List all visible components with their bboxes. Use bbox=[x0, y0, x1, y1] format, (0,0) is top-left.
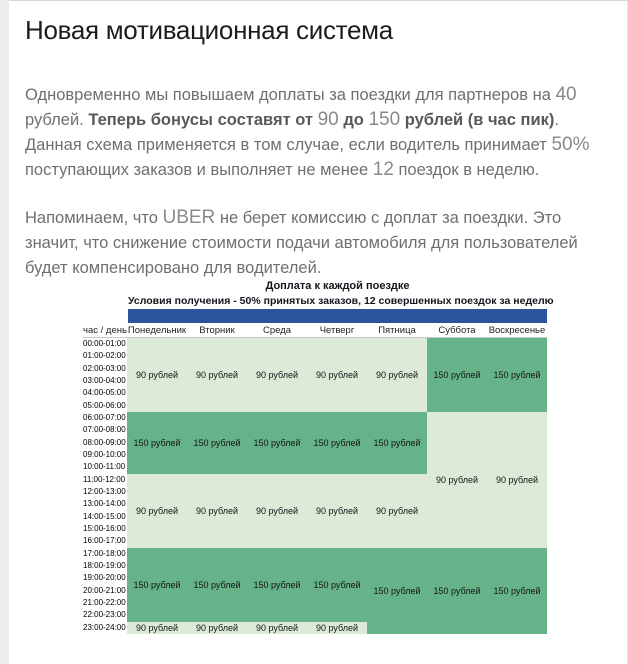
bonus-cell: 90 рублей bbox=[307, 622, 367, 634]
hour-label: 18:00-19:00 bbox=[83, 560, 127, 572]
hour-label: 19:00-20:00 bbox=[83, 572, 127, 584]
bonus-cell: 150 рублей bbox=[127, 412, 187, 474]
p1-number-12: 12 bbox=[372, 159, 394, 180]
content-card bbox=[9, 0, 628, 664]
hour-label: 03:00-04:00 bbox=[83, 375, 127, 387]
hour-label: 08:00-09:00 bbox=[83, 437, 127, 449]
p1-text: рублей. bbox=[25, 111, 89, 129]
p1-bold: рублей (в час пик) bbox=[400, 111, 555, 129]
bonus-cell: 90 рублей bbox=[127, 474, 187, 548]
paragraph-commission-note bbox=[25, 206, 605, 281]
bonus-cell: 150 рублей bbox=[367, 548, 427, 634]
table-title: Доплата к каждой поездке bbox=[265, 280, 410, 292]
hour-label: 16:00-17:00 bbox=[83, 535, 127, 547]
hour-label: 23:00-24:00 bbox=[83, 622, 127, 634]
bonus-cell: 150 рублей bbox=[127, 548, 187, 622]
bonus-cell: 90 рублей bbox=[247, 474, 307, 548]
bonus-cell: 150 рублей bbox=[187, 412, 247, 474]
p1-text: . Данная схема применяется в том случае, если водитель принимает bbox=[25, 111, 559, 154]
bonus-cell: 90 рублей bbox=[367, 474, 427, 548]
day-header-monday: Понедельник bbox=[127, 324, 187, 336]
paragraph-bonus-increase bbox=[25, 83, 605, 183]
bonus-cell: 90 рублей bbox=[247, 338, 307, 412]
day-header-sunday: Воскресенье bbox=[488, 324, 546, 336]
hour-label: 20:00-21:00 bbox=[83, 585, 127, 597]
bonus-schedule-table bbox=[83, 323, 547, 634]
hour-label: 21:00-22:00 bbox=[83, 597, 127, 609]
p1-bold: до bbox=[338, 111, 369, 129]
hour-label: 09:00-10:00 bbox=[83, 449, 127, 461]
p1-text: поездок в неделю. bbox=[393, 161, 540, 179]
day-header-tuesday: Вторник bbox=[187, 323, 247, 338]
bonus-cell: 150 рублей bbox=[247, 548, 307, 622]
p1-bold: Теперь бонусы составят от bbox=[88, 111, 318, 129]
p1-number-90: 90 bbox=[317, 109, 339, 130]
day-header-saturday: Суббота bbox=[427, 323, 487, 338]
table-subtitle: Условия получения - 50% принятых заказов, 12 совершенных поездок за неделю bbox=[128, 295, 554, 307]
bonus-cell: 90 рублей bbox=[487, 412, 547, 548]
bonus-cell: 150 рублей bbox=[187, 548, 247, 622]
p1-number-150: 150 bbox=[368, 109, 401, 130]
bonus-cell: 150 рублей bbox=[427, 548, 487, 634]
p1-text: Одновременно мы повышаем доплаты за поездки для партнеров на bbox=[25, 86, 556, 104]
day-header-wednesday: Среда bbox=[247, 323, 307, 338]
bonus-cell: 90 рублей bbox=[187, 474, 247, 548]
p2-text: Напоминаем, что bbox=[25, 209, 163, 227]
bonus-cell: 90 рублей bbox=[127, 622, 187, 634]
p2-uber-wordmark: UBER bbox=[162, 207, 216, 228]
bonus-cell: 90 рублей bbox=[427, 412, 487, 548]
bonus-cell: 150 рублей bbox=[307, 548, 367, 622]
hour-label: 07:00-08:00 bbox=[83, 424, 127, 436]
bonus-cell: 150 рублей bbox=[307, 412, 367, 474]
bonus-cell: 150 рублей bbox=[247, 412, 307, 474]
table-row bbox=[83, 338, 547, 351]
hour-label: 17:00-18:00 bbox=[83, 548, 127, 560]
hour-label: 05:00-06:00 bbox=[83, 400, 127, 412]
hour-label: 11:00-12:00 bbox=[83, 474, 127, 486]
table-header-bar bbox=[128, 309, 547, 323]
bonus-cell: 90 рублей bbox=[127, 338, 187, 412]
hour-label: 01:00-02:00 bbox=[83, 350, 127, 362]
day-header-friday: Пятница bbox=[367, 323, 427, 338]
hour-label: 06:00-07:00 bbox=[83, 412, 127, 424]
bonus-cell: 150 рублей bbox=[487, 548, 547, 634]
bonus-cell: 90 рублей bbox=[307, 338, 367, 412]
bonus-cell: 90 рублей bbox=[307, 474, 367, 548]
hour-label: 13:00-14:00 bbox=[83, 498, 127, 510]
bonus-cell: 150 рублей bbox=[367, 412, 427, 474]
page-title: Новая мотивационная система bbox=[25, 15, 393, 45]
hour-label: 22:00-23:00 bbox=[83, 609, 127, 621]
hour-label: 04:00-05:00 bbox=[83, 387, 127, 399]
table-header-row bbox=[83, 323, 547, 338]
corner-header: час / день bbox=[83, 324, 127, 336]
table-row bbox=[83, 548, 547, 560]
bonus-cell: 150 рублей bbox=[487, 338, 547, 412]
bonus-cell: 90 рублей bbox=[187, 622, 247, 634]
hour-label: 00:00-01:00 bbox=[83, 338, 127, 351]
p1-number-40: 40 bbox=[555, 84, 577, 105]
hour-label: 10:00-11:00 bbox=[83, 461, 127, 473]
p2-text: не берет комиссию с доплат за поездки. Это значит, что снижение стоимости подачи автомобиля для пользователей будет компенсировано для водителей. bbox=[25, 209, 578, 277]
bonus-cell: 90 рублей bbox=[187, 338, 247, 412]
table-row bbox=[83, 412, 547, 424]
hour-label: 12:00-13:00 bbox=[83, 486, 127, 498]
p1-number-50pct: 50% bbox=[551, 134, 590, 155]
p1-text: поступающих заказов и выполняет не менее bbox=[25, 161, 373, 179]
day-header-thursday: Четверг bbox=[307, 323, 367, 338]
bonus-cell: 150 рублей bbox=[427, 338, 487, 412]
bonus-cell: 90 рублей bbox=[247, 622, 307, 634]
hour-label: 02:00-03:00 bbox=[83, 363, 127, 375]
hour-label: 14:00-15:00 bbox=[83, 511, 127, 523]
hour-label: 15:00-16:00 bbox=[83, 523, 127, 535]
bonus-cell: 90 рублей bbox=[367, 338, 427, 412]
